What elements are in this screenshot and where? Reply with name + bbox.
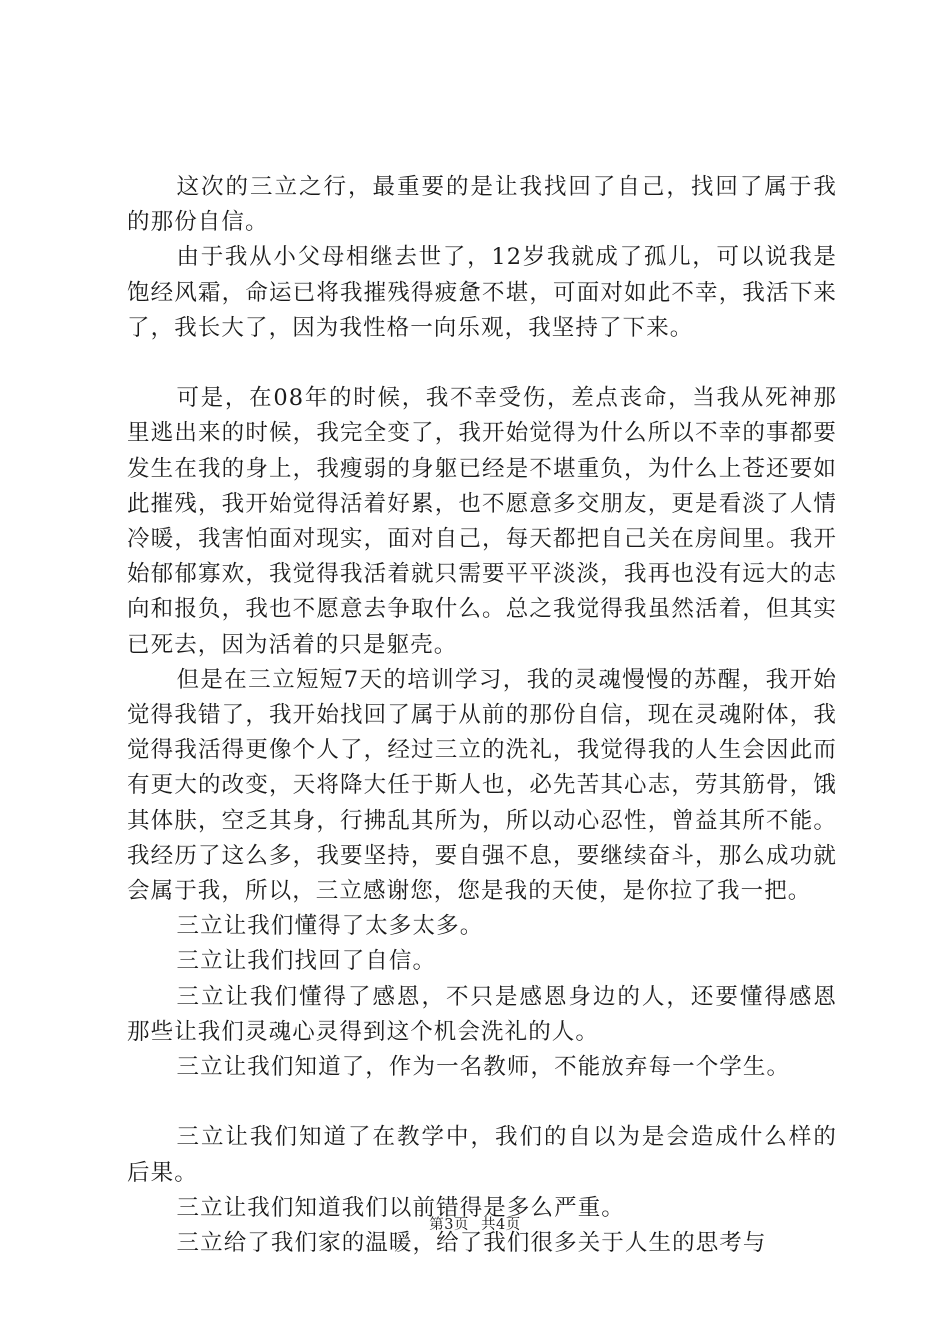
page-total: 共4页 — [481, 1217, 521, 1233]
paragraph-gap — [127, 1085, 837, 1120]
paragraph-9: 三立让我们知道了在教学中，我们的自以为是会造成什么样的后果。 — [127, 1124, 837, 1186]
paragraph-5: 三立让我们懂得了太多太多。 — [176, 913, 484, 940]
body-text — [127, 170, 837, 1261]
page-footer — [0, 1213, 950, 1234]
paragraph-3: 可是，在08年的时候，我不幸受伤，差点丧命，当我从死神那里逃出来的时候，我完全变了，我开始觉得为什么所以不幸的事都要发生在我的身上，我瘦弱的身躯已经是不堪重负，为什么上苍还要如此摧残，我开始觉得活着好累，也不愿意多交朋友，更是看淡了人情冷暖，我害怕面对现实，面对自己，每天都把自己关在房间里。我开始郁郁寡欢，我觉得我活着就只需要平平淡淡，我再也没有远大的志向和报负，我也不愿意去争取什么。总之我觉得我虽然活着，但其实已死去，因为活着的只是躯壳。 — [127, 385, 837, 658]
paragraph-6: 三立让我们找回了自信。 — [176, 948, 437, 975]
page-number: 第3页 — [429, 1217, 469, 1233]
paragraph-7: 三立让我们懂得了感恩，不只是感恩身边的人，还要懂得感恩那些让我们灵魂心灵得到这个机会洗礼的人。 — [127, 983, 837, 1045]
paragraph-gap — [127, 346, 837, 381]
paragraph-8: 三立让我们知道了，作为一名教师，不能放弃每一个学生。 — [176, 1054, 791, 1081]
paragraph-1: 这次的三立之行，最重要的是让我找回了自己，找回了属于我的那份自信。 — [127, 174, 837, 236]
paragraph-4: 但是在三立短短7天的培训学习，我的灵魂慢慢的苏醒，我开始觉得我错了，我开始找回了属于从前的那份自信，现在灵魂附体，我觉得我活得更像个人了，经过三立的洗礼，我觉得我的人生会因此而有更大的改变，天将降大任于斯人也，必先苦其心志，劳其筋骨，饿其体肤，空乏其身，行拂乱其所为，所以动心忍性，曾益其所不能。我经历了这么多，我要坚持，要自强不息，要继续奋斗，那么成功就会属于我，所以，三立感谢您，您是我的天使，是你拉了我一把。 — [127, 666, 837, 905]
paragraph-11: 三立给了我们家的温暖，给了我们很多关于人生的思考与 — [176, 1230, 767, 1257]
paragraph-10: 三立让我们知道我们以前错得是多么严重。 — [176, 1194, 625, 1221]
paragraph-2: 由于我从小父母相继去世了，12岁我就成了孤儿，可以说我是饱经风霜，命运已将我摧残得疲惫不堪，可面对如此不幸，我活下来了，我长大了，因为我性格一向乐观，我坚持了下来。 — [127, 244, 837, 341]
